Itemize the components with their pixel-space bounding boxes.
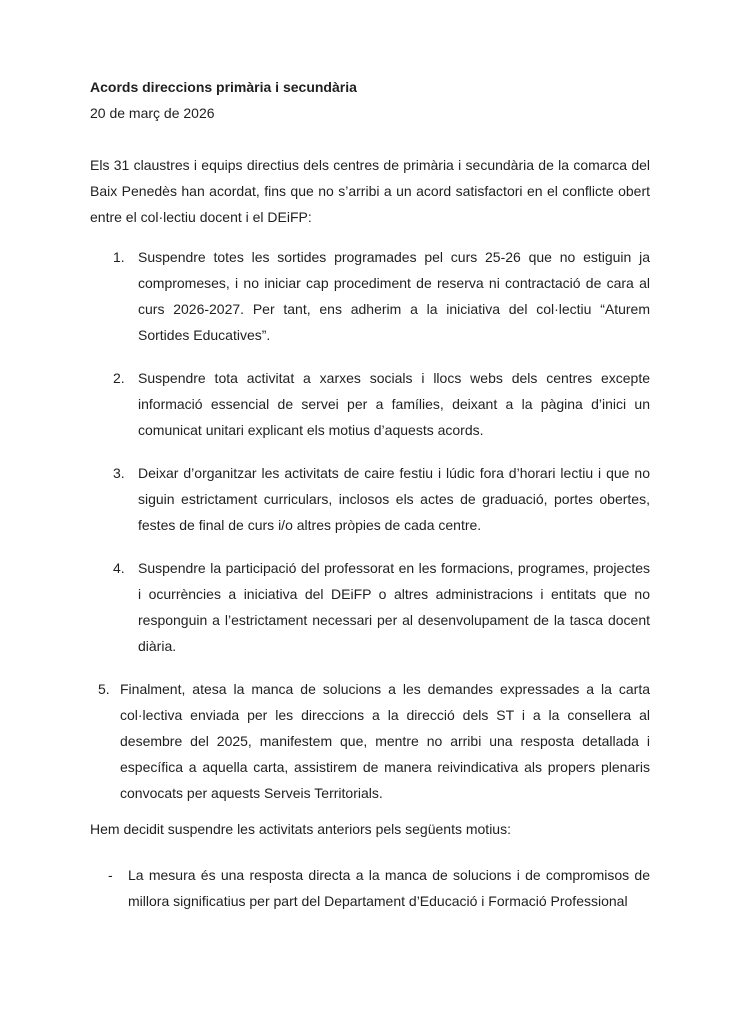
- agreement-item-3: [90, 460, 650, 538]
- agreement-item-3-text: Deixar d’organitzar les activitats de caire festiu i lúdic fora d’horari lectiu i que no siguin estrictament curriculars, inclosos els actes de graduació, portes obertes, festes de final de curs i/o altres pròpies de cada centre.: [138, 465, 650, 533]
- reason-item-1-text: La mesura és una resposta directa a la manca de solucions i de compromisos de millora significatius per part del Departament d’Educació i Formació Professional: [128, 867, 650, 909]
- agreement-item-1: [90, 244, 650, 348]
- agreement-item-2-number: 2.: [113, 370, 125, 386]
- agreement-item-1-number: 1.: [113, 249, 125, 265]
- agreements-list: [90, 244, 650, 806]
- reasons-list: [90, 862, 650, 914]
- agreement-item-5-text: Finalment, atesa la manca de solucions a les demandes expressades a la carta col·lectiva enviada per les direccions a la direcció dels ST i a la consellera al desembre del 2025, manifestem que, mentre no arribi una resposta detallada i específica a aquella carta, assistirem de manera reivindicativa als propers plenaris convocats per aquests Serveis Territorials.: [120, 681, 650, 801]
- agreement-item-2: [90, 365, 650, 443]
- agreement-item-4-number: 4.: [113, 560, 125, 576]
- agreement-item-3-number: 3.: [113, 465, 125, 481]
- agreement-item-2-text: Suspendre tota activitat a xarxes socials i llocs webs dels centres excepte informació essencial de servei per a famílies, deixant a la pàgina d’inici un comunicat unitari explicant els motius d’aquests acords.: [138, 370, 650, 438]
- intro-paragraph: Els 31 claustres i equips directius dels centres de primària i secundària de la comarca del Baix Penedès han acordat, fins que no s’arribi a un acord satisfactori en el conflicte obert entre el col·lectiu docent i el DEiFP:: [90, 157, 650, 225]
- document-title: Acords direccions primària i secundària: [90, 79, 357, 95]
- agreement-item-1-text: Suspendre totes les sortides programades pel curs 25-26 que no estiguin ja compromeses, i no iniciar cap procediment de reserva ni contractació de cara al curs 2026-2027. Per tant, ens adherim a la iniciativa del col·lectiu “Aturem Sortides Educatives”.: [138, 249, 650, 343]
- agreement-item-5-number: 5.: [98, 681, 110, 697]
- agreement-item-4-text: Suspendre la participació del professorat en les formacions, programes, projectes i ocurrències a iniciativa del DEiFP o altres administracions i entitats que no responguin a l’estrictament necessari per al desenvolupament de la tasca docent diària.: [138, 560, 650, 654]
- reason-item-1: [90, 862, 650, 914]
- document-date: 20 de març de 2026: [90, 105, 215, 121]
- reason-item-1-dash: -: [108, 867, 113, 883]
- reasons-intro: Hem decidit suspendre les activitats anteriors pels següents motius:: [90, 821, 511, 837]
- agreement-item-5: [90, 676, 650, 806]
- agreement-item-4: [90, 555, 650, 659]
